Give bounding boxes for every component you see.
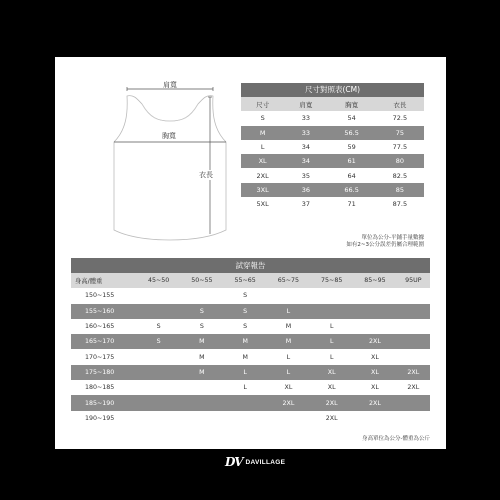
table-cell: L — [310, 334, 353, 349]
note-line: 單位為公分-平鋪手量數據 — [361, 235, 424, 241]
wear-report — [71, 258, 430, 426]
table-row — [71, 365, 430, 380]
table-row — [241, 126, 424, 140]
table-cell: 34 — [284, 154, 327, 168]
table-cell — [267, 411, 310, 426]
shoulder-width-label: 肩寬 — [163, 81, 177, 89]
table-cell: XL — [353, 380, 396, 395]
header-cell: 衣長 — [376, 97, 424, 111]
row-header-cell: 190~195 — [71, 411, 137, 426]
table-cell: 59 — [328, 140, 376, 154]
table-cell: 71 — [328, 197, 376, 211]
header-cell: 95UP — [397, 273, 430, 288]
table-row — [71, 380, 430, 395]
table-cell — [137, 380, 180, 395]
tank-top-outline-icon — [100, 74, 243, 244]
header-cell: 身高/體重 — [71, 273, 137, 288]
header-cell: 75~85 — [310, 273, 353, 288]
table-cell — [397, 411, 430, 426]
table-cell: 85 — [376, 183, 424, 197]
table-row — [71, 334, 430, 349]
note-line: 如有2~3公分誤差仍屬合理範圍 — [346, 242, 424, 248]
size-chart — [241, 83, 424, 211]
wear-report-title: 試穿報告 — [71, 258, 430, 273]
table-cell: M — [267, 334, 310, 349]
table-cell — [180, 380, 223, 395]
table-cell: L — [224, 365, 267, 380]
size-chart-note — [301, 235, 424, 249]
table-cell — [180, 288, 223, 303]
table-row — [241, 168, 424, 182]
table-cell — [353, 411, 396, 426]
table-cell: 64 — [328, 168, 376, 182]
table-cell — [180, 395, 223, 410]
table-cell: 36 — [284, 183, 327, 197]
table-cell: L — [267, 349, 310, 364]
table-row — [71, 349, 430, 364]
table-cell: L — [267, 365, 310, 380]
table-row — [241, 140, 424, 154]
table-cell — [397, 395, 430, 410]
table-cell: 87.5 — [376, 197, 424, 211]
table-row — [241, 111, 424, 125]
table-row — [241, 197, 424, 211]
table-cell: 56.5 — [328, 126, 376, 140]
table-cell — [137, 288, 180, 303]
table-cell: 2XL — [267, 395, 310, 410]
table-cell: 2XL — [397, 365, 430, 380]
row-header-cell: 175~180 — [71, 365, 137, 380]
table-cell — [224, 395, 267, 410]
table-cell: 66.5 — [328, 183, 376, 197]
wear-report-note: 身高單位為公分-體重為公斤 — [362, 436, 430, 442]
header-cell: 尺寸 — [241, 97, 284, 111]
table-cell: 5XL — [241, 197, 284, 211]
table-cell — [267, 288, 310, 303]
table-cell: 35 — [284, 168, 327, 182]
table-cell — [310, 304, 353, 319]
header-cell: 胸寬 — [328, 97, 376, 111]
table-cell: 80 — [376, 154, 424, 168]
table-cell: S — [224, 288, 267, 303]
table-cell — [397, 288, 430, 303]
table-cell: M — [180, 349, 223, 364]
table-cell: XL — [310, 365, 353, 380]
table-cell — [180, 411, 223, 426]
row-header-cell: 180~185 — [71, 380, 137, 395]
wear-report-header-row — [71, 273, 430, 288]
header-cell: 85~95 — [353, 273, 396, 288]
table-cell: S — [241, 111, 284, 125]
table-cell: 2XL — [310, 395, 353, 410]
table-cell: 34 — [284, 140, 327, 154]
table-row — [71, 395, 430, 410]
table-cell: 2XL — [353, 395, 396, 410]
table-cell: M — [241, 126, 284, 140]
table-cell — [137, 349, 180, 364]
row-header-cell: 160~165 — [71, 319, 137, 334]
table-cell: XL — [241, 154, 284, 168]
wear-report-table — [71, 273, 430, 426]
row-header-cell: 165~170 — [71, 334, 137, 349]
table-cell: XL — [353, 365, 396, 380]
table-row — [241, 154, 424, 168]
table-cell — [224, 411, 267, 426]
table-cell: 33 — [284, 126, 327, 140]
table-cell: L — [310, 319, 353, 334]
table-cell: S — [224, 304, 267, 319]
size-guide-panel — [55, 57, 446, 449]
table-cell: XL — [353, 349, 396, 364]
table-cell — [137, 411, 180, 426]
table-cell — [397, 349, 430, 364]
size-chart-title: 尺寸對照表(CM) — [241, 83, 424, 97]
size-chart-table — [241, 97, 424, 211]
table-row — [71, 288, 430, 303]
table-cell: S — [180, 319, 223, 334]
table-cell: 33 — [284, 111, 327, 125]
table-cell: 37 — [284, 197, 327, 211]
body-length-label: 衣長 — [199, 171, 213, 179]
chest-width-label: 胸寬 — [162, 132, 176, 140]
table-cell: 3XL — [241, 183, 284, 197]
header-cell: 65~75 — [267, 273, 310, 288]
tank-top-diagram — [100, 74, 243, 244]
table-cell — [397, 304, 430, 319]
table-row — [71, 411, 430, 426]
table-cell — [353, 304, 396, 319]
table-cell: M — [180, 365, 223, 380]
row-header-cell: 150~155 — [71, 288, 137, 303]
table-cell — [397, 319, 430, 334]
header-cell: 50~55 — [180, 273, 223, 288]
table-cell: 2XL — [353, 334, 396, 349]
table-cell — [353, 288, 396, 303]
table-cell: S — [180, 304, 223, 319]
table-cell: 82.5 — [376, 168, 424, 182]
table-cell: L — [224, 380, 267, 395]
brand-logo — [225, 455, 285, 469]
table-cell: M — [224, 334, 267, 349]
table-cell: 2XL — [241, 168, 284, 182]
table-cell: XL — [310, 380, 353, 395]
table-cell: S — [137, 334, 180, 349]
table-row — [71, 304, 430, 319]
table-cell: M — [180, 334, 223, 349]
table-cell: M — [224, 349, 267, 364]
brand-name: DAVILLAGE — [245, 458, 286, 466]
table-cell: S — [137, 319, 180, 334]
table-cell — [310, 288, 353, 303]
table-cell — [353, 319, 396, 334]
table-cell — [137, 304, 180, 319]
table-cell: L — [267, 304, 310, 319]
header-cell: 肩寬 — [284, 97, 327, 111]
table-cell: 54 — [328, 111, 376, 125]
table-cell: XL — [267, 380, 310, 395]
header-cell: 55~65 — [224, 273, 267, 288]
table-cell: 2XL — [310, 411, 353, 426]
table-cell — [137, 365, 180, 380]
row-header-cell: 170~175 — [71, 349, 137, 364]
table-cell: 75 — [376, 126, 424, 140]
table-cell: S — [224, 319, 267, 334]
table-cell — [137, 395, 180, 410]
table-cell: 72.5 — [376, 111, 424, 125]
brand-mark: DV — [225, 455, 243, 469]
table-cell: L — [241, 140, 284, 154]
row-header-cell: 155~160 — [71, 304, 137, 319]
table-cell — [397, 334, 430, 349]
table-cell: M — [267, 319, 310, 334]
size-chart-header-row — [241, 97, 424, 111]
header-cell: 45~50 — [137, 273, 180, 288]
table-cell: 77.5 — [376, 140, 424, 154]
table-row — [71, 319, 430, 334]
table-cell: L — [310, 349, 353, 364]
table-row — [241, 183, 424, 197]
table-cell: 2XL — [397, 380, 430, 395]
table-cell: 61 — [328, 154, 376, 168]
row-header-cell: 185~190 — [71, 395, 137, 410]
